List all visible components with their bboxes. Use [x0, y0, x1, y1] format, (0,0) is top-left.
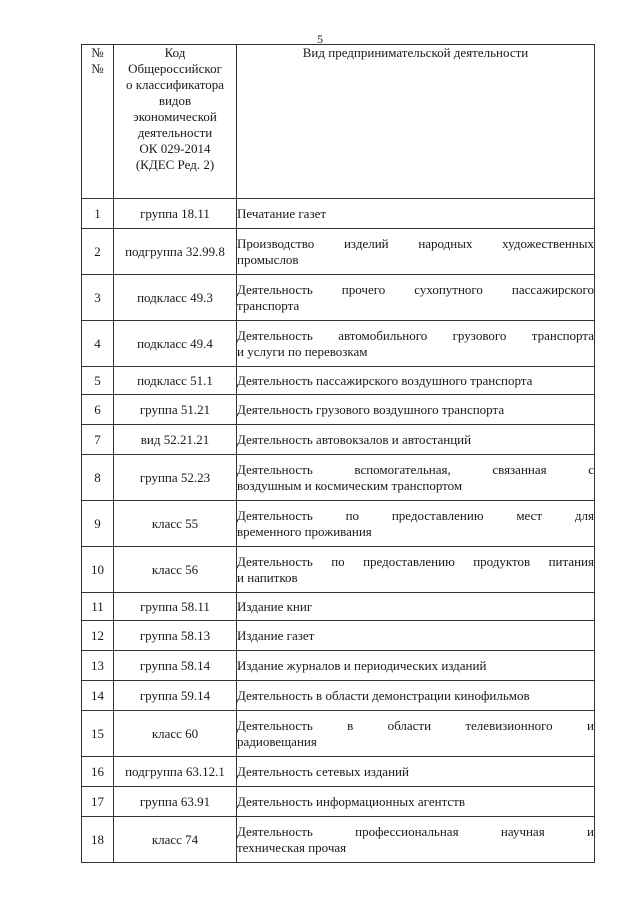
- okved-code: группа 58.14: [114, 651, 237, 681]
- header-line: (КДЕС Ред. 2): [135, 157, 215, 172]
- description-line: Деятельность по предоставлению продуктов питания: [237, 553, 594, 569]
- okved-code: группа 58.13: [114, 621, 237, 651]
- header-activity-type: [237, 45, 595, 199]
- table-row: [82, 425, 595, 455]
- description-line: транспорта: [237, 297, 300, 313]
- table-row: [82, 275, 595, 321]
- row-number: 13: [82, 651, 114, 681]
- description-line: Печатание газет: [237, 205, 327, 221]
- description-line: Издание книг: [237, 598, 313, 614]
- okved-code: группа 51.21: [114, 395, 237, 425]
- table-row: [82, 593, 595, 621]
- description-line: Деятельность прочего сухопутного пассажирского: [237, 281, 594, 297]
- row-number: 17: [82, 787, 114, 817]
- description-line: Деятельность автомобильного грузового транспорта: [237, 327, 594, 343]
- activity-description: [237, 501, 595, 547]
- description-line: радиовещания: [237, 733, 317, 749]
- description-line: Издание журналов и периодических изданий: [237, 657, 487, 673]
- okved-code: подкласс 49.3: [114, 275, 237, 321]
- table-row: [82, 651, 595, 681]
- description-line: Деятельность в области телевизионного и: [237, 717, 594, 733]
- table-row: [82, 455, 595, 501]
- activity-description: [237, 787, 595, 817]
- table-header-row: [82, 45, 595, 199]
- description-line: Производство изделий народных художественных: [237, 235, 594, 251]
- header-line: экономической: [133, 109, 217, 124]
- okved-code: подгруппа 32.99.8: [114, 229, 237, 275]
- row-number: 7: [82, 425, 114, 455]
- row-number: 18: [82, 817, 114, 863]
- activity-description: [237, 547, 595, 593]
- table-row: [82, 199, 595, 229]
- table-row: [82, 501, 595, 547]
- description-line: Деятельность пассажирского воздушного транспорта: [237, 372, 533, 388]
- row-number: 1: [82, 199, 114, 229]
- table-row: [82, 681, 595, 711]
- row-number: 10: [82, 547, 114, 593]
- activity-description: [237, 199, 595, 229]
- header-number: [82, 45, 114, 199]
- table-row: [82, 817, 595, 863]
- table-row: [82, 367, 595, 395]
- description-line: Деятельность автовокзалов и автостанций: [237, 431, 472, 447]
- row-number: 9: [82, 501, 114, 547]
- activity-description: [237, 425, 595, 455]
- row-number: 11: [82, 593, 114, 621]
- header-line: ОК 029-2014: [139, 141, 211, 156]
- row-number: 6: [82, 395, 114, 425]
- okved-code: класс 60: [114, 711, 237, 757]
- description-line: Деятельность информационных агентств: [237, 793, 466, 809]
- okved-table: [81, 44, 595, 863]
- header-line: Общероссийског: [128, 61, 222, 76]
- activity-description: [237, 395, 595, 425]
- description-line: Издание газет: [237, 627, 315, 643]
- activity-description: [237, 651, 595, 681]
- description-line: и напитков: [237, 569, 298, 585]
- okved-code: класс 56: [114, 547, 237, 593]
- header-line: №: [91, 61, 104, 76]
- table-row: [82, 229, 595, 275]
- header-line: деятельности: [137, 125, 213, 140]
- header-line: Вид предпринимательской деятельности: [302, 45, 529, 60]
- row-number: 5: [82, 367, 114, 395]
- row-number: 12: [82, 621, 114, 651]
- activity-description: [237, 817, 595, 863]
- description-line: техническая прочая: [237, 839, 347, 855]
- activity-description: [237, 593, 595, 621]
- table-body: [82, 199, 595, 863]
- activity-description: [237, 757, 595, 787]
- table-row: [82, 395, 595, 425]
- header-line: Код: [164, 45, 186, 60]
- row-number: 16: [82, 757, 114, 787]
- activity-description: [237, 229, 595, 275]
- okved-code: класс 74: [114, 817, 237, 863]
- activity-description: [237, 455, 595, 501]
- description-line: воздушным и космическим транспортом: [237, 477, 463, 493]
- table-row: [82, 787, 595, 817]
- okved-code: класс 55: [114, 501, 237, 547]
- table-row: [82, 711, 595, 757]
- table-row: [82, 321, 595, 367]
- description-line: Деятельность профессиональная научная и: [237, 823, 594, 839]
- description-line: временного проживания: [237, 523, 372, 539]
- okved-code: подгруппа 63.12.1: [114, 757, 237, 787]
- description-line: Деятельность вспомогательная, связанная с: [237, 461, 594, 477]
- activity-description: [237, 367, 595, 395]
- okved-code: группа 58.11: [114, 593, 237, 621]
- table-row: [82, 757, 595, 787]
- table-row: [82, 547, 595, 593]
- row-number: 2: [82, 229, 114, 275]
- activity-description: [237, 711, 595, 757]
- row-number: 3: [82, 275, 114, 321]
- description-line: Деятельность в области демонстрации кинофильмов: [237, 687, 530, 703]
- okved-code: группа 52.23: [114, 455, 237, 501]
- okved-code: группа 63.91: [114, 787, 237, 817]
- okved-code: вид 52.21.21: [114, 425, 237, 455]
- header-okved-code: [114, 45, 237, 199]
- okved-code: группа 59.14: [114, 681, 237, 711]
- header-line: №: [91, 45, 104, 60]
- description-line: Деятельность сетевых изданий: [237, 763, 409, 779]
- row-number: 4: [82, 321, 114, 367]
- page-number: 5: [317, 32, 323, 46]
- okved-code: подкласс 49.4: [114, 321, 237, 367]
- description-line: и услуги по перевозкам: [237, 343, 368, 359]
- okved-code: группа 18.11: [114, 199, 237, 229]
- row-number: 8: [82, 455, 114, 501]
- table-row: [82, 621, 595, 651]
- activity-description: [237, 321, 595, 367]
- okved-code: подкласс 51.1: [114, 367, 237, 395]
- row-number: 14: [82, 681, 114, 711]
- header-line: о классификатора: [125, 77, 225, 92]
- header-line: видов: [158, 93, 192, 108]
- description-line: промыслов: [237, 251, 299, 267]
- activity-description: [237, 621, 595, 651]
- row-number: 15: [82, 711, 114, 757]
- description-line: Деятельность грузового воздушного транспорта: [237, 401, 505, 417]
- activity-description: [237, 681, 595, 711]
- activity-description: [237, 275, 595, 321]
- description-line: Деятельность по предоставлению мест для: [237, 507, 594, 523]
